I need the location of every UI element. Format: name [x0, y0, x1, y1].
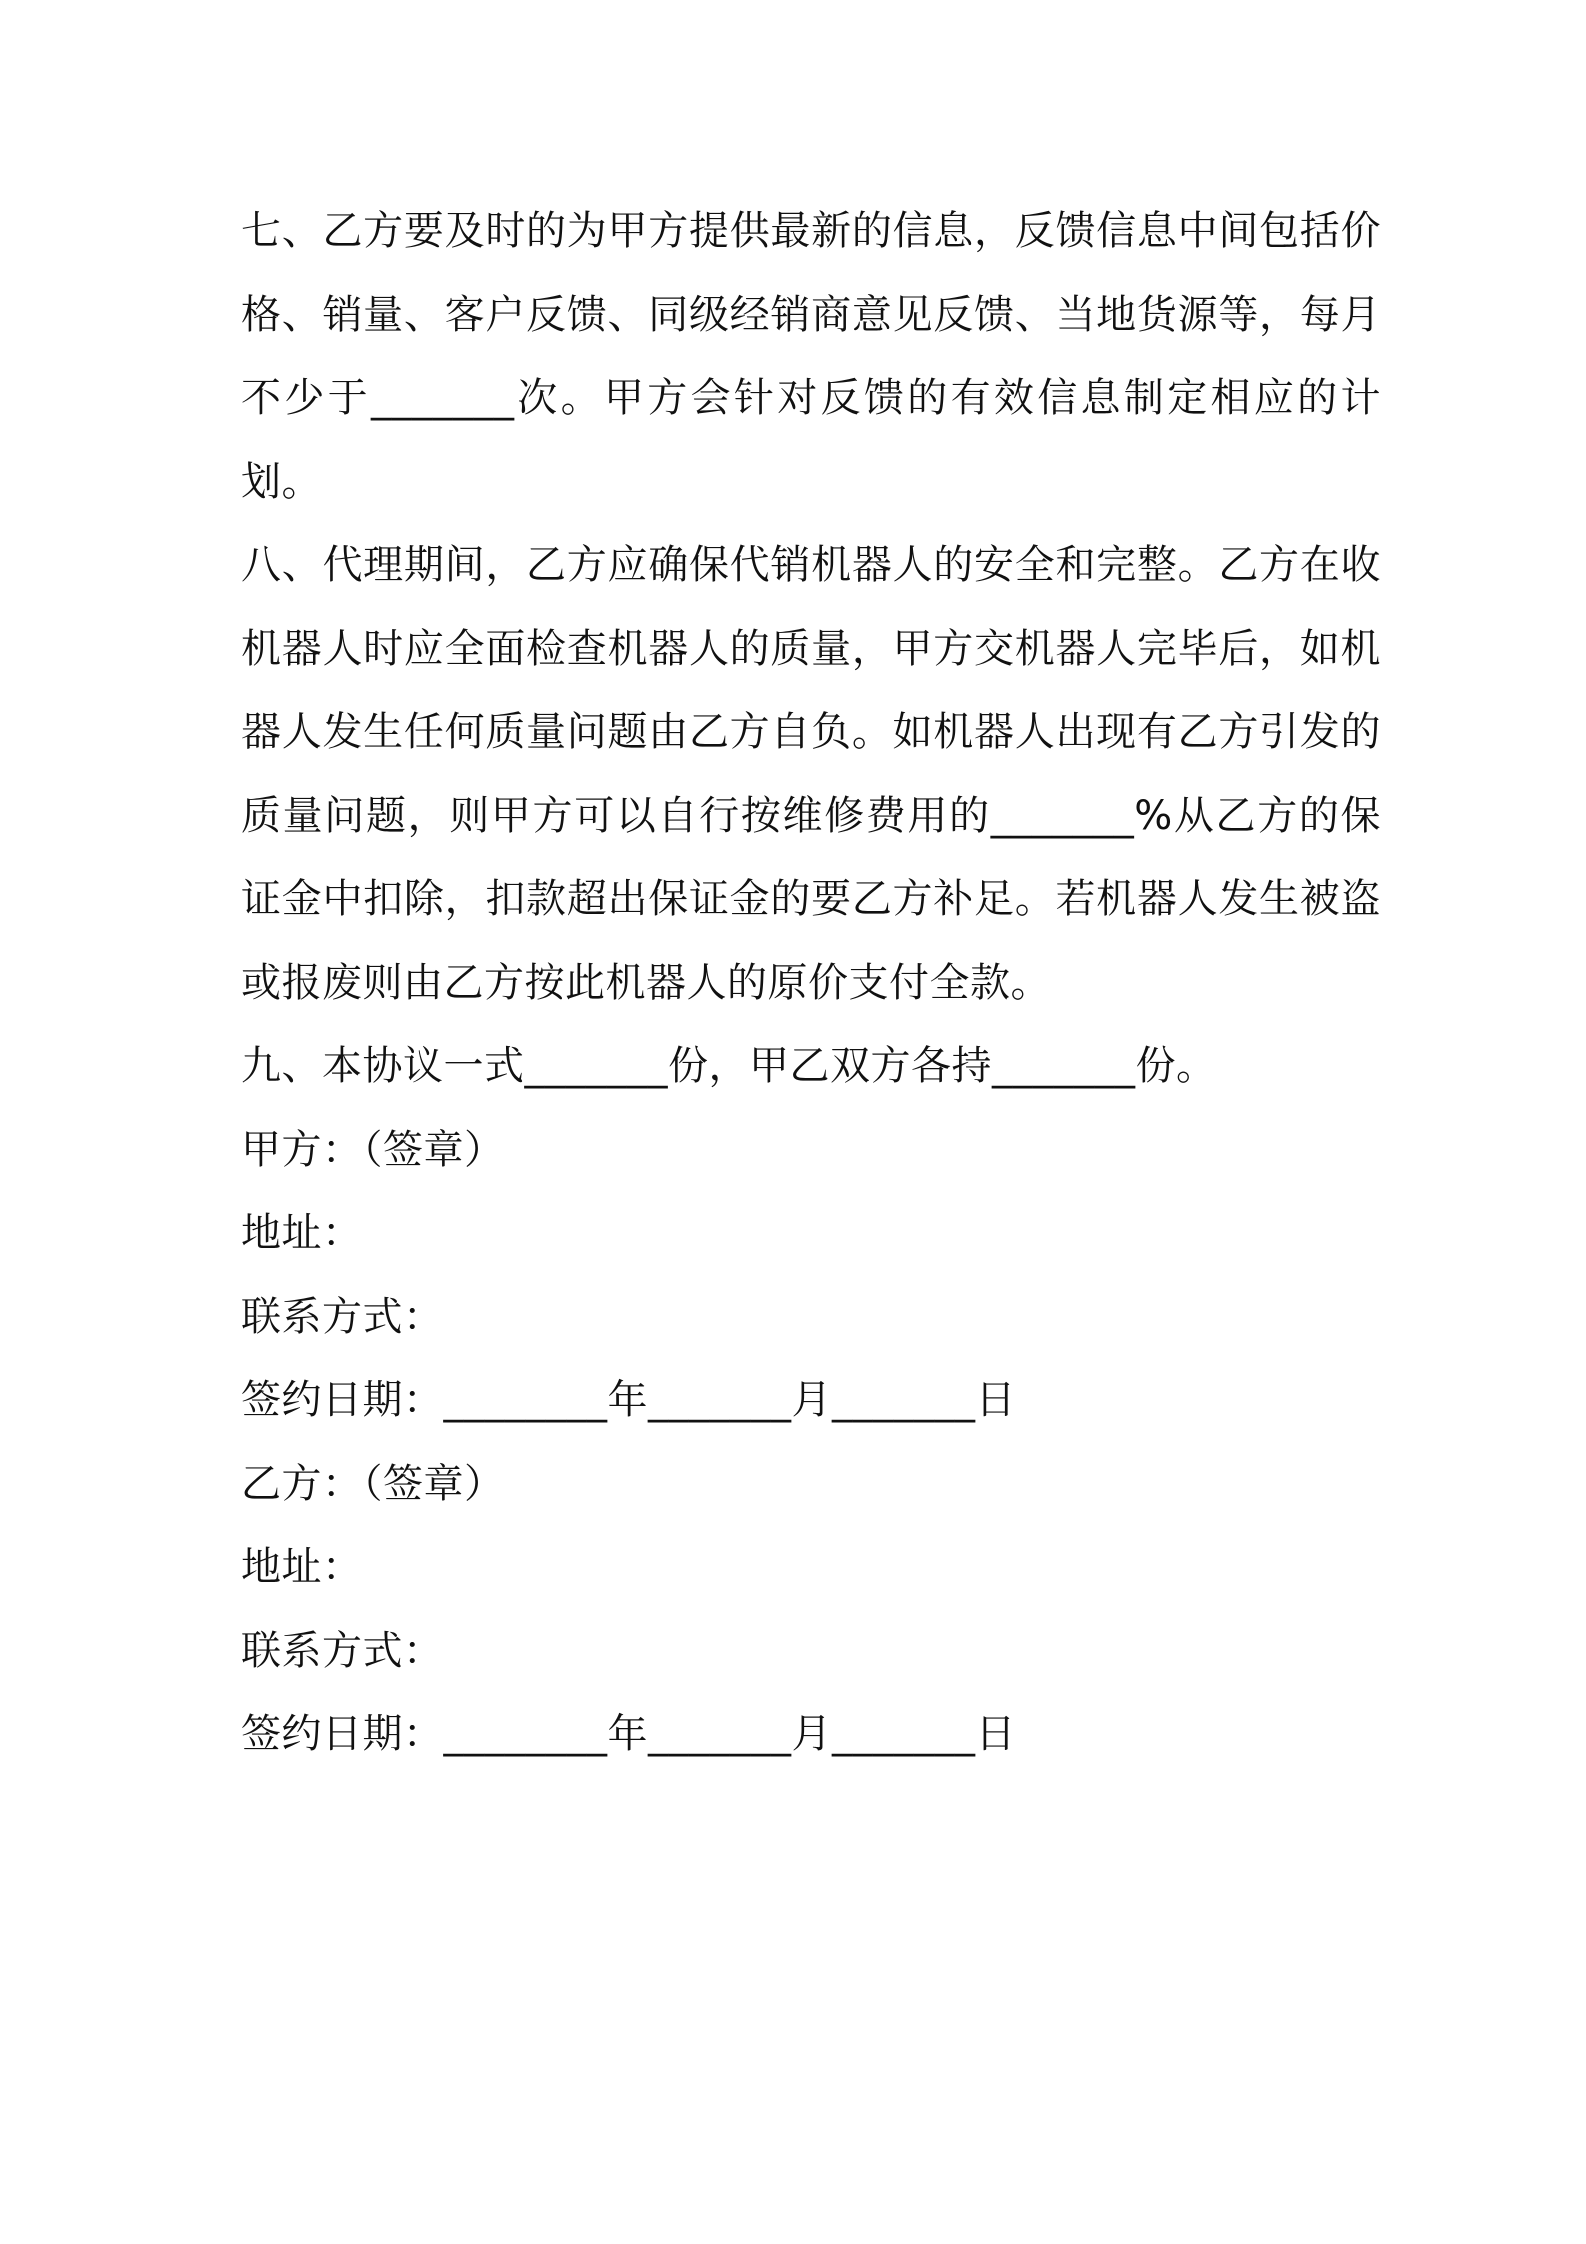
party-a-signature-block	[241, 1109, 1381, 1443]
party-a-sign-date: 签约日期：________年_______月_______日	[241, 1377, 1016, 1423]
party-b-signature-block	[241, 1443, 1381, 1777]
party-b-contact: 联系方式：	[241, 1627, 444, 1674]
party-a-seal: 甲方：（签章）	[241, 1126, 505, 1173]
party-b-seal: 乙方：（签章）	[241, 1460, 505, 1507]
party-a-contact: 联系方式：	[241, 1293, 444, 1340]
party-b-sign-date: 签约日期：________年_______月_______日	[241, 1711, 1016, 1757]
party-b-address: 地址：	[241, 1544, 363, 1590]
document-body	[241, 190, 1381, 1777]
clause-8: 八、代理期间，乙方应确保代销机器人的安全和完整。乙方在收机器人时应全面检查机器人的质量，甲方交机器人完毕后，如机器人发生任何质量问题由乙方自负。如机器人出现有乙方引发的质量问题，则甲方可以自行按维修费用的_______%从乙方的保证金中扣除，扣款超出保证金的要乙方补足。若机器人发生被盗或报废则由乙方按此机器人的原价支付全款。	[241, 542, 1381, 1006]
party-a-address: 地址：	[241, 1210, 363, 1256]
clause-9: 九、本协议一式_______份，甲乙双方各持_______份。	[241, 1043, 1217, 1089]
clause-7: 七、乙方要及时的为甲方提供最新的信息，反馈信息中间包括价格、销量、客户反馈、同级经销商意见反馈、当地货源等，每月不少于_______次。甲方会针对反馈的有效信息制定相应的计划。	[241, 208, 1381, 505]
